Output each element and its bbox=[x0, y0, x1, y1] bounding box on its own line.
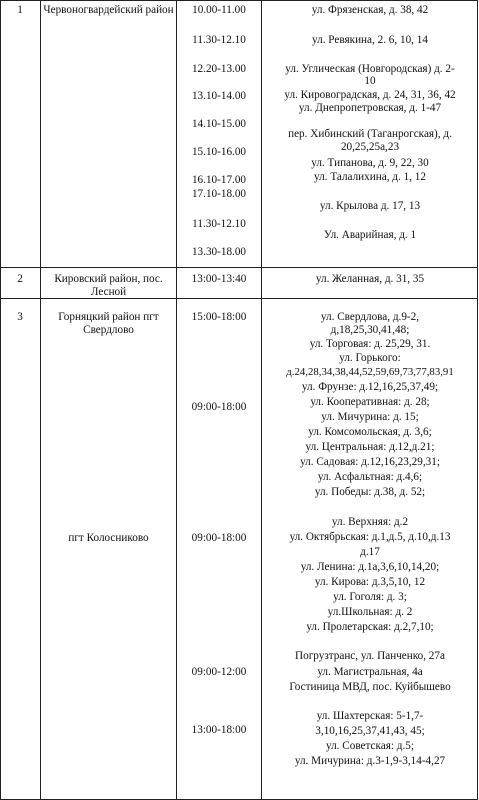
address-line: ул. Горького: bbox=[339, 352, 401, 364]
address-line: 20,25,25а,23 bbox=[340, 141, 400, 153]
address-line: ул. Советская: д.5; bbox=[326, 740, 414, 752]
address-line: ул. Победы: д.38, д. 52; bbox=[314, 486, 426, 498]
time-slot: 14.10-15.00 bbox=[191, 118, 247, 130]
address-line: ул. Верхняя: д.2 bbox=[331, 516, 409, 528]
address-line: ул. Фрязенская, д. 38, 42 bbox=[311, 4, 429, 16]
address-line: ул. Кооперативная: д. 28; bbox=[310, 396, 430, 408]
address-line: д.17 bbox=[360, 546, 380, 558]
row-number: 3 bbox=[17, 311, 23, 323]
address-line: Погрузтранс, ул. Панченко, 27а bbox=[295, 650, 445, 662]
time-slot: 13.30-18.00 bbox=[191, 246, 247, 258]
address-line: ул. Магистральная, 4а bbox=[317, 666, 423, 678]
address-line: ул. Асфальтная: д.4,6; bbox=[317, 471, 423, 483]
address-line: ул. Ревякина, 2. 6, 10, 14 bbox=[312, 34, 428, 46]
address-line: ул. Кировоградская, д. 24, 31, 36, 42 bbox=[284, 89, 456, 101]
row-number: 2 bbox=[17, 273, 23, 285]
address-line: ул. Кирова: д.3,5,10, 12 bbox=[314, 576, 426, 588]
time-slot: 11.30-12.10 bbox=[192, 34, 246, 46]
time-slot: 13:00-13:40 bbox=[191, 273, 247, 285]
district-name-2: пгт Колосниково bbox=[68, 532, 149, 544]
address-line: ул. Мичурина: д. 15; bbox=[321, 411, 419, 423]
address-line: пер. Хибинский (Таганрогская), д. bbox=[288, 128, 452, 140]
time-slot: 15:00-18:00 bbox=[191, 311, 247, 323]
address-line: ул. Садовая: д.12,16,23,29,31; bbox=[300, 456, 440, 468]
address-line: Ул. Аварийная, д. 1 bbox=[323, 229, 417, 241]
time-slot: 13:00-18:00 bbox=[191, 724, 247, 736]
address-line: ул. Углическая (Новгородская) д. 2- bbox=[285, 63, 455, 75]
time-slot: 09:00-12:00 bbox=[191, 666, 247, 678]
address-line: ул. Крылова д. 17, 13 bbox=[319, 200, 421, 212]
address-line: ул. Желанная, д. 31, 35 bbox=[315, 273, 425, 285]
time-slot: 11.30-12.10 bbox=[192, 218, 246, 230]
time-slot: 09:00-18:00 bbox=[191, 532, 247, 544]
address-line: ул. Шахтерская: 5-1,7- bbox=[316, 710, 424, 722]
address-line: ул. Гоголя: д. 3; bbox=[333, 591, 407, 603]
time-slot: 10.00-11.00 bbox=[192, 4, 246, 16]
address-line: Гостиница МВД, пос. Куйбышево bbox=[289, 681, 451, 693]
district-name: Горняцкий район пгт Свердлово bbox=[58, 311, 159, 336]
time-slot: 15.10-16.00 bbox=[191, 146, 247, 158]
address-line: ул. Типанова, д. 9, 22, 30 bbox=[311, 157, 429, 169]
address-line: ул. Мичурина: д.3-1,9-3,14-4,27 bbox=[294, 755, 446, 767]
address-line: ул. Фрунзе: д.12,16,25,37,49; bbox=[301, 381, 439, 393]
time-slot: 12.20-13.00 bbox=[191, 63, 247, 75]
address-line: ул. Свердлова, д.9-2, bbox=[320, 311, 420, 323]
address-line: д,18,25,30,41,48; bbox=[330, 324, 410, 336]
address-line: ул. Центральная: д.12,д.21; bbox=[305, 441, 435, 453]
address-line: ул. Ленина: д.1а,3,6,10,14,20; bbox=[300, 561, 440, 573]
address-line: ул. Днепропетровская, д. 1-47 bbox=[298, 102, 442, 114]
time-slot: 17.10-18.00 bbox=[191, 188, 247, 200]
time-slot: 13.10-14.00 bbox=[191, 90, 247, 102]
district-name: Кировский район, пос. Лесной bbox=[54, 273, 163, 298]
address-line: ул. Комсомольская, д. 3,6; bbox=[308, 426, 432, 438]
address-line: ул.Школьная: д. 2 bbox=[327, 606, 413, 618]
address-line: ул. Октябрьская: д.1,д.5, д.10,д.13 bbox=[289, 531, 451, 543]
address-line: д.24,28,34,38,44,52,59,69,73,77,83,91 bbox=[286, 366, 454, 378]
address-line: 3,10,16,25,37,41,43, 45; bbox=[315, 725, 425, 737]
time-slot: 09:00-18:00 bbox=[191, 401, 247, 413]
district-name: Червоногвардейский район bbox=[43, 4, 174, 16]
row-number: 1 bbox=[17, 4, 23, 16]
address-line: ул. Торговая: д. 25,29, 31. bbox=[309, 338, 431, 350]
address-line: ул. Талалихина, д. 1, 12 bbox=[314, 171, 426, 183]
address-line: 10 bbox=[364, 75, 376, 87]
time-slot: 16.10-17.00 bbox=[191, 174, 247, 186]
address-line: ул. Пролетарская: д.2,7,10; bbox=[306, 621, 434, 633]
